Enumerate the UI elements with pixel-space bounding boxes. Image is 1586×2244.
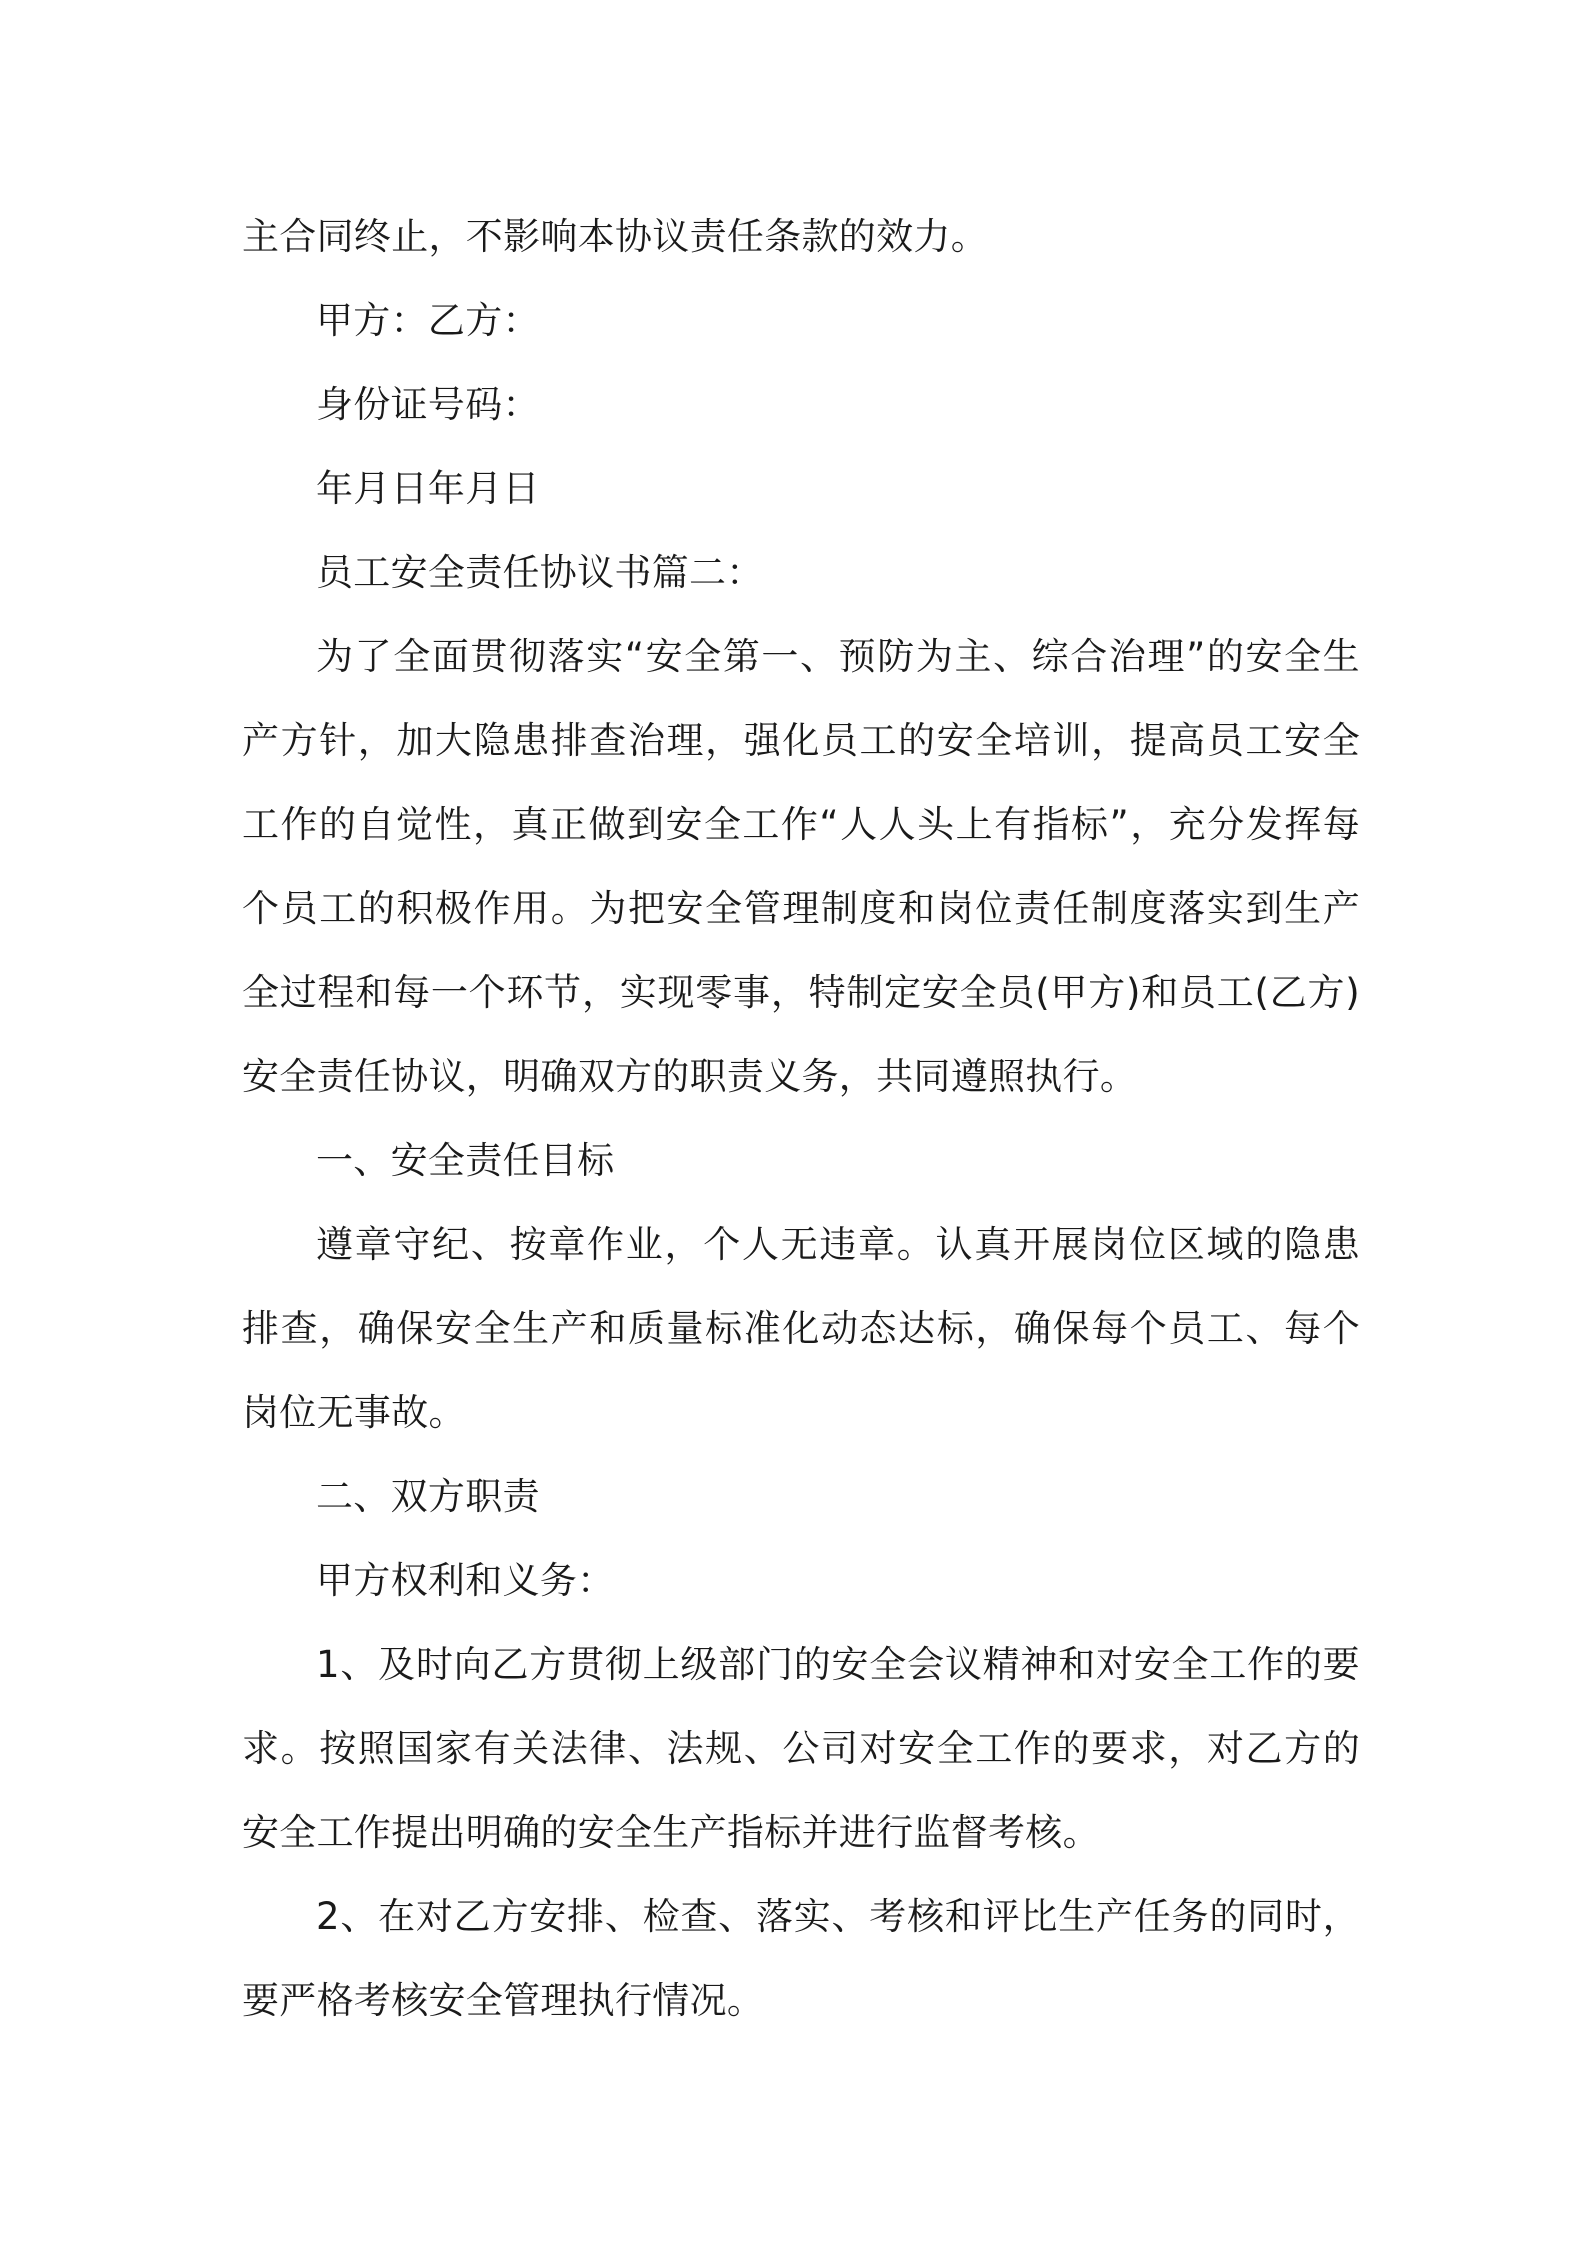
section-title-part-two: 员工安全责任协议书篇二： [316, 551, 764, 594]
heading-party-a-rights: 甲方权利和义务： [316, 1559, 615, 1602]
paragraph-item-2: 2、在对乙方安排、检查、落实、考核和评比生产任务的同时，要严格考核安全管理执行情况。 [242, 1895, 1360, 2022]
paragraph-safety-goals: 遵章守纪、按章作业，个人无违章。认真开展岗位区域的隐患排查，确保安全生产和质量标准化动态达标，确保每个员工、每个岗位无事故。 [242, 1223, 1360, 1434]
paragraph-id-number: 身份证号码： [316, 383, 540, 426]
heading-responsibilities: 二、双方职责 [316, 1475, 540, 1518]
paragraph-preamble: 为了全面贯彻落实“安全第一、预防为主、综合治理”的安全生产方针，加大隐患排查治理，强化员工的安全培训，提高员工安全工作的自觉性，真正做到安全工作“人人头上有指标”，充分发挥每个员工的积极作用。为把安全管理制度和岗位责任制度落实到生产全过程和每一个环节，实现零事，特制定安全员(甲方)和员工(乙方)安全责任协议，明确双方的职责义务，共同遵照执行。 [242, 635, 1360, 1098]
heading-safety-goals: 一、安全责任目标 [316, 1139, 615, 1182]
paragraph-item-1: 1、及时向乙方贯彻上级部门的安全会议精神和对安全工作的要求。按照国家有关法律、法规、公司对安全工作的要求，对乙方的安全工作提出明确的安全生产指标并进行监督考核。 [242, 1643, 1360, 1854]
paragraph-party-labels: 甲方：乙方： [316, 299, 540, 342]
document-body [242, 195, 1360, 2043]
paragraph-contract-termination: 主合同终止，不影响本协议责任条款的效力。 [242, 215, 988, 258]
paragraph-dates: 年月日年月日 [316, 467, 540, 510]
